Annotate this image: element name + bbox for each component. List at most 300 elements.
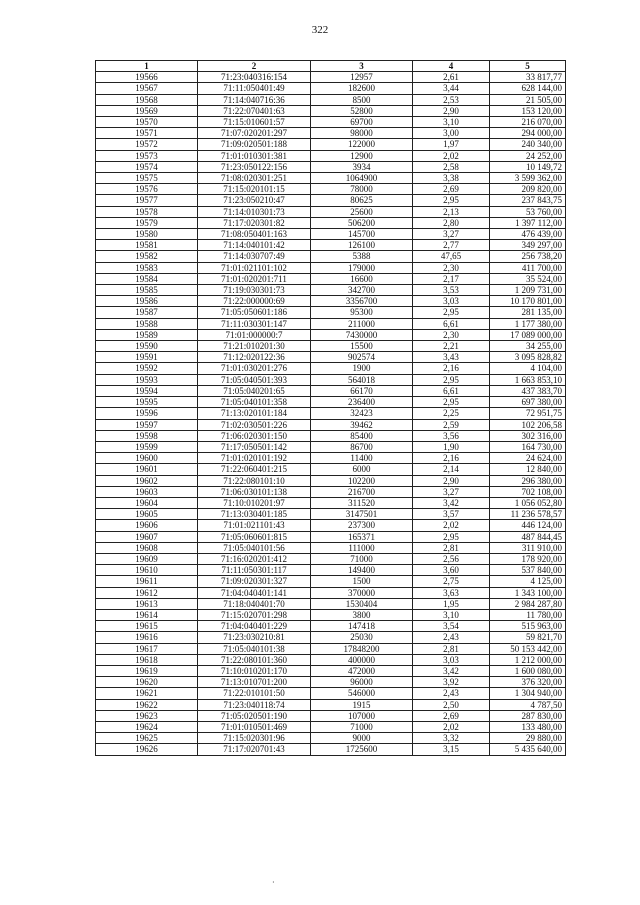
- table-row: [96, 307, 566, 318]
- table-cell: 216700: [311, 486, 413, 497]
- table-row: [96, 296, 566, 307]
- table-cell: 15500: [311, 341, 413, 352]
- table-cell: 19619: [96, 665, 198, 676]
- table-cell: 19602: [96, 475, 198, 486]
- table-cell: 697 380,00: [490, 397, 566, 408]
- table-cell: 71:07:020201:297: [198, 128, 311, 139]
- table-cell: 179000: [311, 262, 413, 273]
- table-cell: 3,10: [413, 117, 490, 128]
- data-table: [95, 60, 566, 756]
- table-cell: 7430000: [311, 329, 413, 340]
- table-cell: 182600: [311, 83, 413, 94]
- table-cell: 4 104,00: [490, 363, 566, 374]
- table-cell: 19584: [96, 273, 198, 284]
- table-row: [96, 262, 566, 273]
- table-cell: 71:23:040316:154: [198, 72, 311, 83]
- table-row: [96, 520, 566, 531]
- table-cell: 411 700,00: [490, 262, 566, 273]
- table-cell: 2,14: [413, 464, 490, 475]
- table-row: [96, 117, 566, 128]
- table-cell: 71:01:021101:43: [198, 520, 311, 531]
- table-cell: 47,65: [413, 251, 490, 262]
- table-cell: 71:08:050401:163: [198, 229, 311, 240]
- table-row: [96, 329, 566, 340]
- table-cell: 19575: [96, 173, 198, 184]
- table-row: [96, 531, 566, 542]
- table-cell: 8500: [311, 94, 413, 105]
- table-cell: 19582: [96, 251, 198, 262]
- table-cell: 95300: [311, 307, 413, 318]
- table-cell: 71:22:080101:360: [198, 654, 311, 665]
- table-cell: 19588: [96, 318, 198, 329]
- table-cell: 546000: [311, 688, 413, 699]
- table-cell: 71:22:070401:63: [198, 105, 311, 116]
- table-cell: 71:14:040101:42: [198, 240, 311, 251]
- table-cell: 3,32: [413, 733, 490, 744]
- table-row: [96, 184, 566, 195]
- table-row: [96, 632, 566, 643]
- table-cell: 19593: [96, 374, 198, 385]
- table-row: [96, 587, 566, 598]
- table-cell: 1064900: [311, 173, 413, 184]
- table-row: [96, 128, 566, 139]
- table-cell: 3800: [311, 609, 413, 620]
- table-cell: 19574: [96, 161, 198, 172]
- table-row: [96, 497, 566, 508]
- table-cell: 2,50: [413, 699, 490, 710]
- table-cell: 19613: [96, 598, 198, 609]
- table-cell: 24 624,00: [490, 453, 566, 464]
- table-row: [96, 609, 566, 620]
- table-cell: 12957: [311, 72, 413, 83]
- column-header: 4: [413, 61, 490, 72]
- table-cell: 19590: [96, 341, 198, 352]
- table-cell: 32423: [311, 408, 413, 419]
- table-cell: 1915: [311, 699, 413, 710]
- table-cell: 1530404: [311, 598, 413, 609]
- table-cell: 237300: [311, 520, 413, 531]
- table-cell: 628 144,00: [490, 83, 566, 94]
- table-cell: 19566: [96, 72, 198, 83]
- table-cell: 2,81: [413, 643, 490, 654]
- table-cell: 311 910,00: [490, 542, 566, 553]
- table-row: [96, 733, 566, 744]
- table-cell: 2,81: [413, 542, 490, 553]
- table-row: [96, 464, 566, 475]
- table-cell: 71:13:030401:185: [198, 509, 311, 520]
- table-cell: 71:09:020501:188: [198, 139, 311, 150]
- table-cell: 3,03: [413, 296, 490, 307]
- table-cell: 2,95: [413, 397, 490, 408]
- table-cell: 294 000,00: [490, 128, 566, 139]
- table-cell: 71:01:020201:711: [198, 273, 311, 284]
- table-cell: 19585: [96, 285, 198, 296]
- table-cell: 19614: [96, 609, 198, 620]
- table-cell: 2,90: [413, 105, 490, 116]
- table-cell: 2,16: [413, 453, 490, 464]
- table-cell: 71:14:030707:49: [198, 251, 311, 262]
- table-row: [96, 553, 566, 564]
- table-row: [96, 677, 566, 688]
- table-cell: 1725600: [311, 744, 413, 755]
- table-cell: 19589: [96, 329, 198, 340]
- table-cell: 3,57: [413, 509, 490, 520]
- table-cell: 3356700: [311, 296, 413, 307]
- table-cell: 71:23:050122:156: [198, 161, 311, 172]
- table-cell: 17848200: [311, 643, 413, 654]
- table-cell: 71:11:030301:147: [198, 318, 311, 329]
- table-cell: 209 820,00: [490, 184, 566, 195]
- table-cell: 2,77: [413, 240, 490, 251]
- table-row: [96, 285, 566, 296]
- table-cell: 35 524,00: [490, 273, 566, 284]
- table-cell: 71:05:050601:186: [198, 307, 311, 318]
- table-row: [96, 206, 566, 217]
- table-cell: 2,95: [413, 531, 490, 542]
- table-cell: 240 340,00: [490, 139, 566, 150]
- table-cell: 3,43: [413, 352, 490, 363]
- table-cell: 71:01:010501:469: [198, 721, 311, 732]
- table-row: [96, 408, 566, 419]
- table-cell: 296 380,00: [490, 475, 566, 486]
- table-row: [96, 576, 566, 587]
- table-cell: 19592: [96, 363, 198, 374]
- table-cell: 59 821,70: [490, 632, 566, 643]
- table-row: [96, 654, 566, 665]
- table-cell: 3,63: [413, 587, 490, 598]
- table-cell: 107000: [311, 710, 413, 721]
- table-cell: 2,25: [413, 408, 490, 419]
- table-cell: 3,15: [413, 744, 490, 755]
- table-cell: 1,95: [413, 598, 490, 609]
- table-row: [96, 688, 566, 699]
- table-cell: 122000: [311, 139, 413, 150]
- table-cell: 2,58: [413, 161, 490, 172]
- table-cell: 3,03: [413, 654, 490, 665]
- table-cell: 71:01:000000:7: [198, 329, 311, 340]
- table-cell: 1 212 000,00: [490, 654, 566, 665]
- table-cell: 236400: [311, 397, 413, 408]
- table-cell: 16600: [311, 273, 413, 284]
- table-cell: 19605: [96, 509, 198, 520]
- table-cell: 256 738,20: [490, 251, 566, 262]
- table-row: [96, 161, 566, 172]
- table-cell: 85400: [311, 430, 413, 441]
- table-cell: 1900: [311, 363, 413, 374]
- table-row: [96, 94, 566, 105]
- table-cell: 11 780,00: [490, 609, 566, 620]
- table-cell: 3,27: [413, 229, 490, 240]
- table-row: [96, 374, 566, 385]
- table-cell: 165371: [311, 531, 413, 542]
- table-cell: 2,16: [413, 363, 490, 374]
- table-cell: 3934: [311, 161, 413, 172]
- table-row: [96, 72, 566, 83]
- table-cell: 2,02: [413, 721, 490, 732]
- table-cell: 19598: [96, 430, 198, 441]
- table-cell: 25600: [311, 206, 413, 217]
- column-header: 5: [490, 61, 566, 72]
- table-cell: 69700: [311, 117, 413, 128]
- table-cell: 71:11:050401:49: [198, 83, 311, 94]
- table-row: [96, 385, 566, 396]
- table-cell: 342700: [311, 285, 413, 296]
- table-cell: 2,75: [413, 576, 490, 587]
- table-cell: 19621: [96, 688, 198, 699]
- table-row: [96, 352, 566, 363]
- table-row: [96, 744, 566, 755]
- table-cell: 71:12:020122:36: [198, 352, 311, 363]
- table-cell: 2 984 287,80: [490, 598, 566, 609]
- table-cell: 2,21: [413, 341, 490, 352]
- footer-mark: ·: [272, 878, 275, 887]
- table-cell: 902574: [311, 352, 413, 363]
- table-cell: 29 880,00: [490, 733, 566, 744]
- table-row: [96, 430, 566, 441]
- table-cell: 2,02: [413, 520, 490, 531]
- table-cell: 19570: [96, 117, 198, 128]
- table-cell: 19610: [96, 565, 198, 576]
- table-row: [96, 139, 566, 150]
- table-cell: 3,27: [413, 486, 490, 497]
- table-cell: 19596: [96, 408, 198, 419]
- table-cell: 487 844,45: [490, 531, 566, 542]
- table-cell: 111000: [311, 542, 413, 553]
- table-cell: 153 120,00: [490, 105, 566, 116]
- table-cell: 2,95: [413, 195, 490, 206]
- table-cell: 133 480,00: [490, 721, 566, 732]
- table-cell: 3,92: [413, 677, 490, 688]
- table-cell: 71:01:030201:276: [198, 363, 311, 374]
- table-cell: 71:23:030210:81: [198, 632, 311, 643]
- table-cell: 472000: [311, 665, 413, 676]
- table-cell: 564018: [311, 374, 413, 385]
- table-cell: 1 056 052,80: [490, 497, 566, 508]
- table-cell: 19568: [96, 94, 198, 105]
- table-cell: 71:05:040201:65: [198, 385, 311, 396]
- table-cell: 71:08:020301:251: [198, 173, 311, 184]
- table-cell: 1 177 380,00: [490, 318, 566, 329]
- table-cell: 19581: [96, 240, 198, 251]
- table-cell: 52800: [311, 105, 413, 116]
- table-cell: 102200: [311, 475, 413, 486]
- table-cell: 71:04:040401:229: [198, 621, 311, 632]
- table-cell: 71:19:030301:73: [198, 285, 311, 296]
- table-cell: 71:06:020301:150: [198, 430, 311, 441]
- table-cell: 287 830,00: [490, 710, 566, 721]
- table-cell: 216 070,00: [490, 117, 566, 128]
- table-cell: 515 963,00: [490, 621, 566, 632]
- table-cell: 71:04:040401:141: [198, 587, 311, 598]
- table-row: [96, 217, 566, 228]
- table-cell: 1 209 731,00: [490, 285, 566, 296]
- table-cell: 33 817,77: [490, 72, 566, 83]
- table-cell: 19579: [96, 217, 198, 228]
- table-cell: 19617: [96, 643, 198, 654]
- table-cell: 3,10: [413, 609, 490, 620]
- table-cell: 19591: [96, 352, 198, 363]
- table-cell: 6,61: [413, 318, 490, 329]
- table-cell: 1 343 100,00: [490, 587, 566, 598]
- table-cell: 71:14:040716:36: [198, 94, 311, 105]
- table-cell: 2,95: [413, 374, 490, 385]
- table-row: [96, 565, 566, 576]
- table-cell: 19597: [96, 419, 198, 430]
- table-cell: 3147501: [311, 509, 413, 520]
- table-cell: 2,30: [413, 329, 490, 340]
- table-cell: 72 951,75: [490, 408, 566, 419]
- table-cell: 19609: [96, 553, 198, 564]
- table-cell: 71:05:060601:815: [198, 531, 311, 542]
- table-cell: 1 600 080,00: [490, 665, 566, 676]
- table-cell: 71:13:020101:184: [198, 408, 311, 419]
- table-cell: 19612: [96, 587, 198, 598]
- table-cell: 19595: [96, 397, 198, 408]
- table-cell: 1 397 112,00: [490, 217, 566, 228]
- table-row: [96, 453, 566, 464]
- table-cell: 19571: [96, 128, 198, 139]
- table-row: [96, 721, 566, 732]
- table-row: [96, 621, 566, 632]
- table-cell: 71:17:020301:82: [198, 217, 311, 228]
- table-cell: 17 089 000,00: [490, 329, 566, 340]
- table-cell: 19600: [96, 453, 198, 464]
- table-cell: 2,61: [413, 72, 490, 83]
- table-cell: 10 170 801,00: [490, 296, 566, 307]
- table-cell: 98000: [311, 128, 413, 139]
- header-row: [96, 61, 566, 72]
- table-cell: 3,44: [413, 83, 490, 94]
- table-header: [96, 61, 566, 72]
- table-cell: 12 840,00: [490, 464, 566, 475]
- table-cell: 2,43: [413, 632, 490, 643]
- table-row: [96, 598, 566, 609]
- table-cell: 506200: [311, 217, 413, 228]
- table-cell: 370000: [311, 587, 413, 598]
- table-cell: 11 236 578,57: [490, 509, 566, 520]
- table-cell: 19576: [96, 184, 198, 195]
- table-cell: 5388: [311, 251, 413, 262]
- table-cell: 71:10:010201:97: [198, 497, 311, 508]
- table-cell: 80625: [311, 195, 413, 206]
- table-cell: 71:17:020701:43: [198, 744, 311, 755]
- table-cell: 2,69: [413, 710, 490, 721]
- table-cell: 1,97: [413, 139, 490, 150]
- table-cell: 71:10:010201:170: [198, 665, 311, 676]
- table-cell: 71:17:050501:142: [198, 441, 311, 452]
- table-cell: 400000: [311, 654, 413, 665]
- table-cell: 2,90: [413, 475, 490, 486]
- table-cell: 3 095 828,82: [490, 352, 566, 363]
- table-cell: 19624: [96, 721, 198, 732]
- table-cell: 19569: [96, 105, 198, 116]
- table-cell: 19601: [96, 464, 198, 475]
- table-body: [96, 72, 566, 755]
- table-cell: 476 439,00: [490, 229, 566, 240]
- page-number: 322: [311, 24, 329, 36]
- table-cell: 21 505,00: [490, 94, 566, 105]
- table-cell: 2,53: [413, 94, 490, 105]
- table-row: [96, 419, 566, 430]
- table-cell: 19580: [96, 229, 198, 240]
- table-cell: 71:15:010601:57: [198, 117, 311, 128]
- table-cell: 71:11:050301:117: [198, 565, 311, 576]
- table-cell: 9000: [311, 733, 413, 744]
- table-cell: 19622: [96, 699, 198, 710]
- table-cell: 102 206,58: [490, 419, 566, 430]
- table-cell: 237 843,75: [490, 195, 566, 206]
- table-row: [96, 699, 566, 710]
- table-cell: 5 435 640,00: [490, 744, 566, 755]
- table-cell: 71:18:040401:70: [198, 598, 311, 609]
- table-cell: 19572: [96, 139, 198, 150]
- table-cell: 71:15:020101:15: [198, 184, 311, 195]
- table-cell: 71000: [311, 553, 413, 564]
- table-cell: 1,90: [413, 441, 490, 452]
- table-cell: 4 125,00: [490, 576, 566, 587]
- table-cell: 1500: [311, 576, 413, 587]
- table-cell: 19599: [96, 441, 198, 452]
- table-cell: 71:01:021101:102: [198, 262, 311, 273]
- table-cell: 19573: [96, 150, 198, 161]
- table-row: [96, 542, 566, 553]
- table-cell: 19626: [96, 744, 198, 755]
- table-cell: 71:22:060401:215: [198, 464, 311, 475]
- table-cell: 376 320,00: [490, 677, 566, 688]
- table-cell: 3,53: [413, 285, 490, 296]
- table-row: [96, 173, 566, 184]
- table-cell: 3,00: [413, 128, 490, 139]
- table-cell: 537 840,00: [490, 565, 566, 576]
- table-cell: 19604: [96, 497, 198, 508]
- table-cell: 3,38: [413, 173, 490, 184]
- table-cell: 39462: [311, 419, 413, 430]
- table-cell: 2,56: [413, 553, 490, 564]
- table-cell: 2,69: [413, 184, 490, 195]
- table-row: [96, 83, 566, 94]
- table-row: [96, 273, 566, 284]
- table-cell: 19611: [96, 576, 198, 587]
- table-cell: 3,60: [413, 565, 490, 576]
- table-cell: 50 153 442,00: [490, 643, 566, 654]
- table-cell: 12900: [311, 150, 413, 161]
- table-cell: 149400: [311, 565, 413, 576]
- table-cell: 34 255,00: [490, 341, 566, 352]
- table-row: [96, 240, 566, 251]
- table-cell: 2,17: [413, 273, 490, 284]
- table-cell: 24 252,00: [490, 150, 566, 161]
- table-cell: 71:15:020301:96: [198, 733, 311, 744]
- table-cell: 311520: [311, 497, 413, 508]
- table-cell: 19606: [96, 520, 198, 531]
- table-cell: 71:02:030501:226: [198, 419, 311, 430]
- table-cell: 71:16:020201:412: [198, 553, 311, 564]
- table-cell: 2,80: [413, 217, 490, 228]
- table-cell: 1 304 940,00: [490, 688, 566, 699]
- table-cell: 71:22:000000:69: [198, 296, 311, 307]
- table-cell: 6000: [311, 464, 413, 475]
- table-cell: 19583: [96, 262, 198, 273]
- table-cell: 19586: [96, 296, 198, 307]
- table-cell: 164 730,00: [490, 441, 566, 452]
- table-row: [96, 363, 566, 374]
- table-cell: 6,61: [413, 385, 490, 396]
- table-row: [96, 441, 566, 452]
- table-cell: 19618: [96, 654, 198, 665]
- table-cell: 71:23:050210:47: [198, 195, 311, 206]
- table-cell: 19615: [96, 621, 198, 632]
- table-cell: 10 149,72: [490, 161, 566, 172]
